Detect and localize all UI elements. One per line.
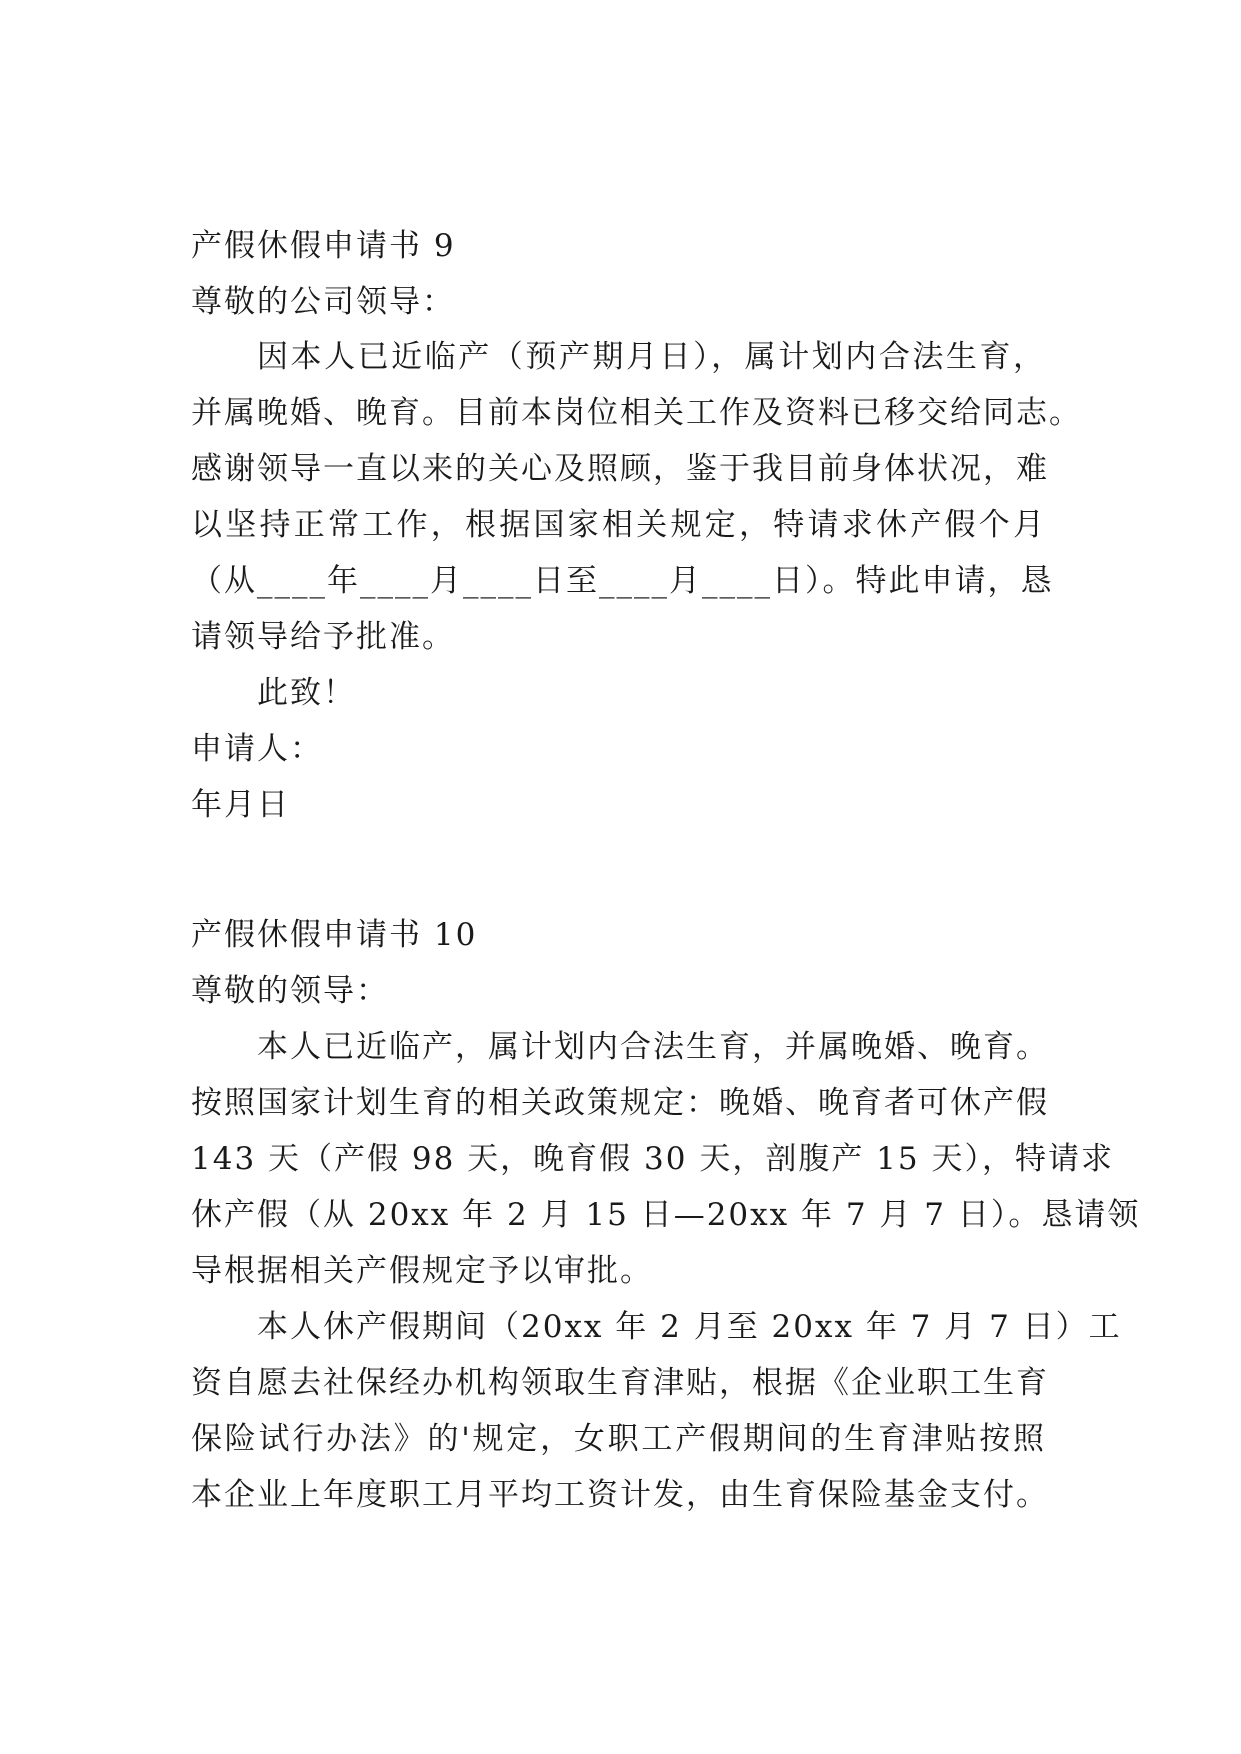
- section9-title: 产假休假申请书 9: [191, 228, 456, 264]
- section10-salutation: 尊敬的领导：: [191, 973, 389, 1009]
- section10-para2-line-4: 本企业上年度职工月平均工资计发，由生育保险基金支付。: [191, 1477, 1049, 1513]
- section10-para1-line-4: 休产假（从 20xx 年 2 月 15 日—20xx 年 7 月 7 日）。恳请领: [191, 1197, 1141, 1233]
- section10-para2-line-3: 保险试行办法》的'规定，女职工产假期间的生育津贴按照: [191, 1421, 1046, 1457]
- section10-title: 产假休假申请书 10: [191, 917, 478, 953]
- section9-body-line-3: 感谢领导一直以来的关心及照顾，鉴于我目前身体状况，难: [191, 451, 1049, 487]
- section10-para1-line-3: 143 天（产假 98 天，晚育假 30 天，剖腹产 15 天），特请求: [191, 1141, 1114, 1177]
- section9-body-line-4: 以坚持正常工作，根据国家相关规定，特请求休产假个月: [191, 507, 1046, 543]
- section9-body-line-6: 请领导给予批准。: [191, 619, 455, 655]
- section9-applicant: 申请人：: [191, 731, 323, 767]
- section9-closing: 此致！: [257, 675, 356, 711]
- section9-body-line-2: 并属晚婚、晚育。目前本岗位相关工作及资料已移交给同志。: [191, 395, 1082, 431]
- section10-para2-line-2: 资自愿去社保经办机构领取生育津贴，根据《企业职工生育: [191, 1365, 1049, 1401]
- section9-body-line-1: 因本人已近临产（预产期月日），属计划内合法生育，: [257, 339, 1046, 375]
- section10-para1-line-2: 按照国家计划生育的相关政策规定：晚婚、晚育者可休产假: [191, 1085, 1049, 1121]
- section10-para1-line-5: 导根据相关产假规定予以审批。: [191, 1253, 653, 1289]
- section10-para1-line-1: 本人已近临产，属计划内合法生育，并属晚婚、晚育。: [257, 1029, 1049, 1065]
- section9-body-line-5: （从____年____月____日至____月____日）。特此申请，恳: [191, 563, 1054, 599]
- section9-salutation: 尊敬的公司领导：: [191, 284, 455, 320]
- section10-para2-line-1: 本人休产假期间（20xx 年 2 月至 20xx 年 7 月 7 日）工: [257, 1309, 1122, 1345]
- section9-date: 年月日: [191, 787, 290, 823]
